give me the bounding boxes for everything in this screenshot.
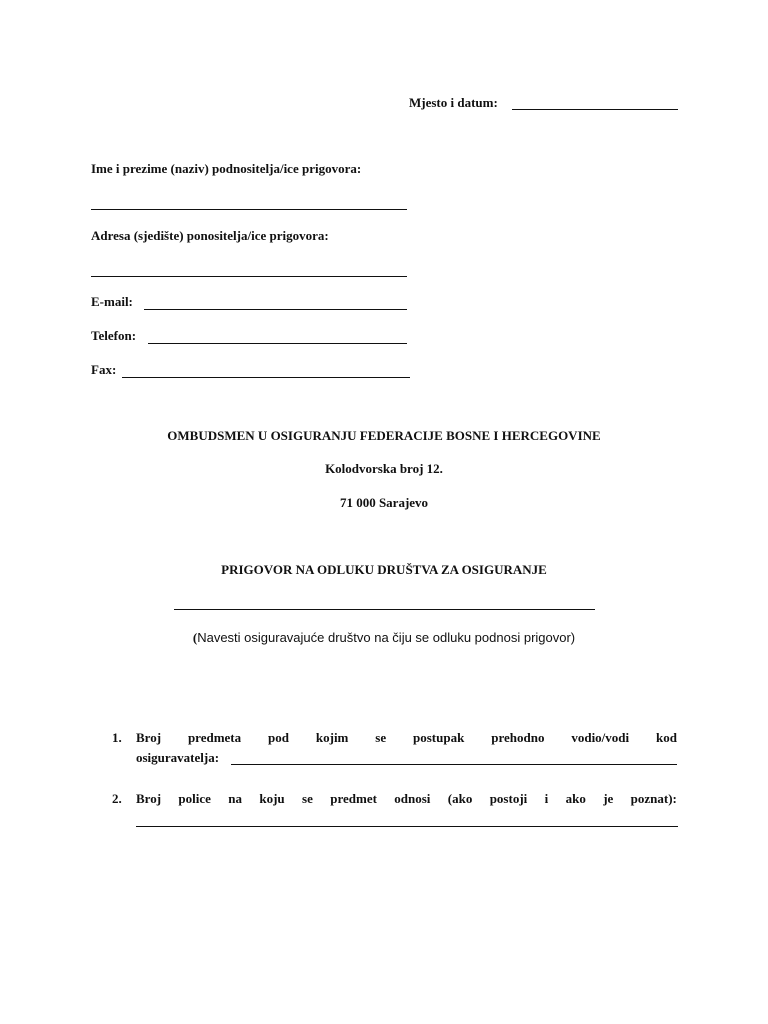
item-2-word: i bbox=[544, 791, 549, 806]
email-field[interactable] bbox=[144, 309, 407, 310]
complaint-title: PRIGOVOR NA ODLUKU DRUŠTVA ZA OSIGURANJE bbox=[221, 562, 547, 577]
item-1-word: prehodno bbox=[491, 730, 545, 745]
item-1-number: 1. bbox=[112, 730, 122, 745]
recipient-street: Kolodvorska broj 12. bbox=[325, 461, 443, 476]
recipient-name: OMBUDSMEN U OSIGURANJU FEDERACIJE BOSNE I HERCEGOVINE bbox=[167, 428, 601, 443]
item-2-word: na bbox=[228, 791, 242, 806]
applicant-address-label: Adresa (sjedište) ponositelja/ice prigovora: bbox=[91, 228, 329, 243]
case-number-field[interactable] bbox=[231, 764, 677, 765]
fax-field[interactable] bbox=[122, 377, 410, 378]
item-2-word: je bbox=[603, 791, 614, 806]
item-2-word: poznat): bbox=[630, 791, 677, 806]
item-1-text bbox=[136, 730, 677, 746]
insurance-company-note bbox=[0, 629, 768, 647]
recipient-city: 71 000 Sarajevo bbox=[339, 495, 429, 510]
item-1-word: predmeta bbox=[187, 730, 242, 745]
item-1-word: postupak bbox=[413, 730, 465, 745]
phone-label: Telefon: bbox=[91, 328, 137, 343]
note-text: Navesti osiguravajuće društvo na čiju se odluku podnosi prigovor) bbox=[197, 630, 576, 645]
policy-number-field[interactable] bbox=[136, 826, 678, 827]
item-1-word: kojim bbox=[315, 730, 349, 745]
place-date-label: Mjesto i datum: bbox=[409, 95, 498, 110]
item-2-text bbox=[136, 791, 677, 807]
applicant-name-field[interactable] bbox=[91, 209, 407, 210]
item-2-word: ako bbox=[565, 791, 586, 806]
applicant-name-label: Ime i prezime (naziv) podnositelja/ice prigovora: bbox=[91, 161, 362, 176]
phone-field[interactable] bbox=[148, 343, 407, 344]
item-1-word: kod bbox=[656, 730, 677, 745]
item-2-number: 2. bbox=[112, 791, 122, 806]
place-date-field[interactable] bbox=[512, 109, 678, 110]
email-label: E-mail: bbox=[91, 294, 133, 309]
note-paren: ( bbox=[192, 630, 198, 645]
item-2-word: se bbox=[302, 791, 313, 806]
fax-label: Fax: bbox=[91, 362, 117, 377]
item-2-word: predmet bbox=[330, 791, 377, 806]
item-1-word: vodio/vodi bbox=[571, 730, 630, 745]
item-2-word: koju bbox=[259, 791, 285, 806]
item-2-word: police bbox=[178, 791, 211, 806]
insurance-company-field[interactable] bbox=[174, 609, 595, 610]
item-1-word: pod bbox=[268, 730, 289, 745]
item-2-word: postoji bbox=[489, 791, 528, 806]
item-2-word: odnosi bbox=[394, 791, 431, 806]
item-1-continuation: osiguravatelja: bbox=[136, 750, 220, 765]
item-2-word: Broj bbox=[136, 791, 162, 806]
item-1-word: Broj bbox=[136, 730, 162, 745]
item-2-word: (ako bbox=[447, 791, 473, 806]
item-1-word: se bbox=[375, 730, 387, 745]
applicant-address-field[interactable] bbox=[91, 276, 407, 277]
